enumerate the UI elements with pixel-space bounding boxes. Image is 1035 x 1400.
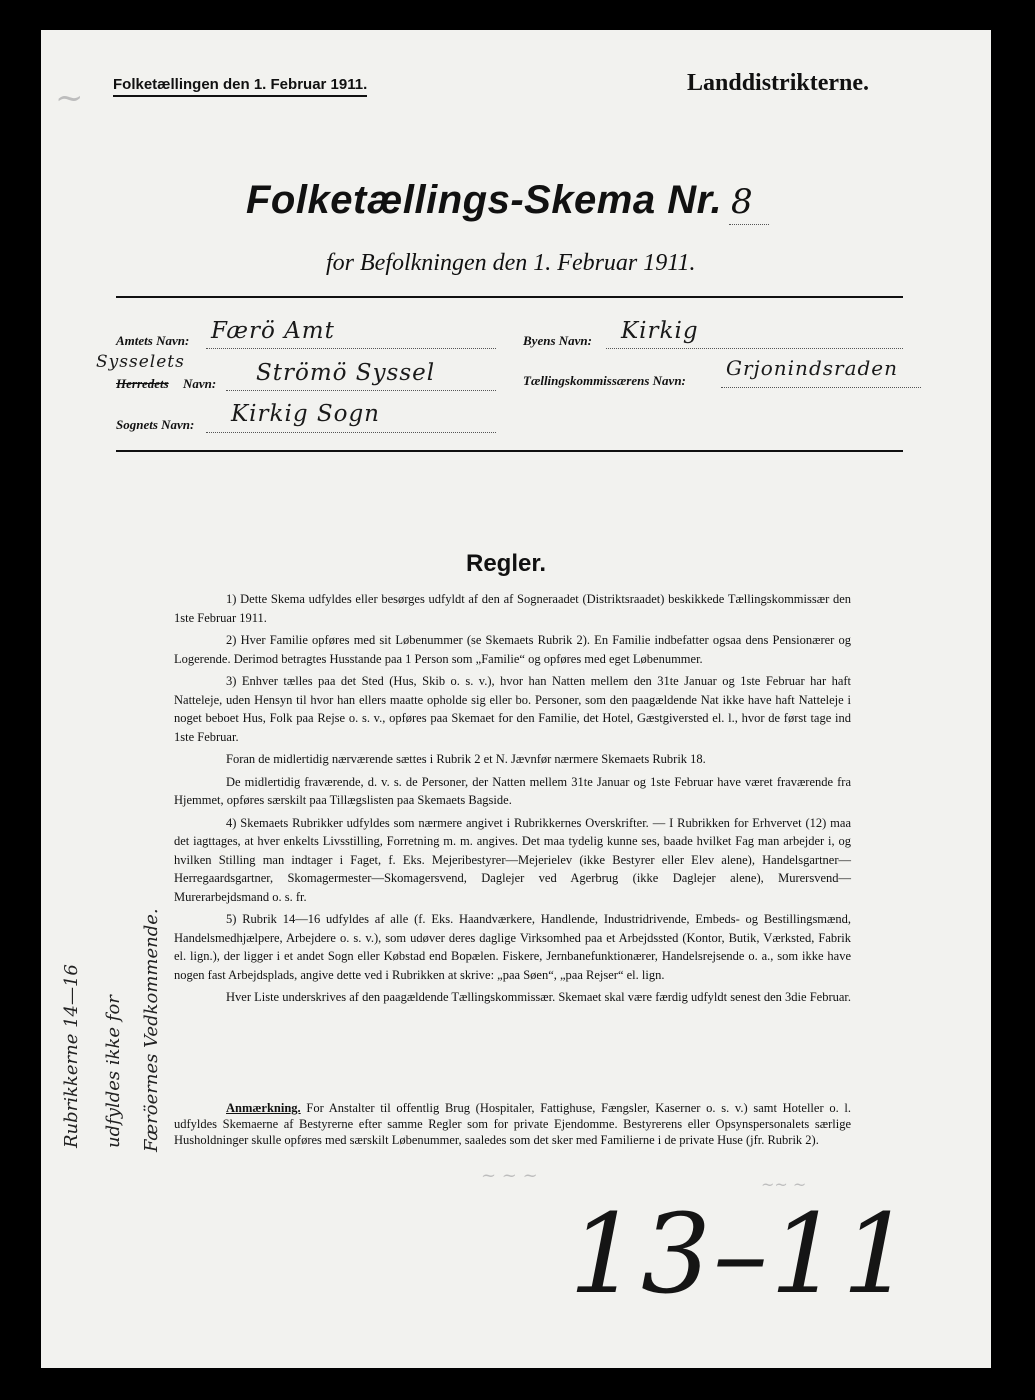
sogn-dotline	[206, 432, 496, 433]
rule-paragraph: Foran de midlertidig nærværende sættes i Rubrik 2 et N. Jævnfør nærmere Skemaets Rubrik 18.	[226, 752, 706, 766]
rule-paragraph: 3) Enhver tælles paa det Sted (Hus, Skib o. s. v.), hvor han Natten mellem den 31te Januar og 1ste Februar har haft Natteleje, uden Hensyn til hvor han ellers maatte opholde sig eller bo. Personer, som den paagældende Nat ikke have haft Natteleje i noget beboet Hus, Folk paa Rejse o. s. v., opføres paa Skemaet for den Familie, det Hotel, Gæstgiversted el. l., hvor de først tage ind 1ste Februar.	[174, 674, 851, 744]
rule-paragraph: 4) Skemaets Rubrikker udfyldes som nærmere angivet i Rubrikkernes Overskrifter. — I Rubrikken for Erhvervet (12) maa det iagttages, at hver enkelts Livsstilling, Forretning m. m. angives. Det maa tydelig kunne ses, baade hvilket Fag man arbejder i, og hvilken Stilling man indtager i Faget, f. Eks. Mejeribestyrer—Mejerielev (ikke Bestyrer eller Elev alene), Handelsgartner—Herregaardsgartner, Skomagermester—Skomagersvend, Daglejer ved Agerbrug (ikke Daglejer alene), Murersvend—Murerarbejdsmand o. s. fr.	[174, 815, 851, 904]
syssel-correction: Sysselets	[96, 352, 185, 372]
remark-paragraph	[174, 1100, 851, 1148]
sogn-value: Kirkig Sogn	[231, 401, 380, 427]
margin-note-line-2: udfyldes ikke for	[103, 995, 124, 1148]
header-district-type: Landdistrikterne.	[687, 70, 870, 96]
bleed-through-marks: ~~ ~	[761, 1175, 807, 1194]
margin-note-line-3: Færöernes Vedkommende.	[141, 908, 162, 1152]
herred-dotline	[226, 390, 496, 391]
rule-paragraph: De midlertidig fraværende, d. v. s. de Personer, der Natten mellem 31te Januar og 1ste Februar have været fraværende fra Hjemmet, opføres særskilt paa Tillægslisten paa Skemaets Bagside.	[174, 774, 851, 807]
by-label: Byens Navn:	[523, 333, 592, 348]
sogn-label: Sognets Navn:	[116, 417, 195, 432]
rule-paragraph: 1) Dette Skema udfyldes eller besørges udfyldt af den af Sogneraadet (Distriktsraadet) beskikkede Tællingskommissær den 1ste Februar 1911.	[174, 592, 851, 625]
remark-text: For Anstalter til offentlig Brug (Hospitaler, Fattighuse, Fængsler, Kaserner o. s. v.) samt Hoteller o. l. udfyldes Skemaerne af Bestyrerne efter samme Regler som for private Ejendomme. Bestyrerens eller Opsynspersonalets særlige Husholdninger skulle opføres med særskilt Løbenummer, saaledes som det sker med Familierne i de private Huse (jfr. Rubrik 2).	[174, 1101, 852, 1147]
form-title: Folketællings-Skema Nr.	[246, 178, 723, 222]
herred-value: Strömö Syssel	[256, 360, 436, 386]
amt-label: Amtets Navn:	[116, 333, 190, 348]
by-dotline	[606, 348, 903, 349]
herred-label-suffix: Navn:	[183, 376, 217, 391]
amt-value: Færö Amt	[211, 318, 335, 344]
kommissaer-value: Grjonindsraden	[726, 356, 899, 380]
margin-note-line-1: Rubrikkerne 14—16	[61, 964, 82, 1148]
header-census-date: Folketællingen den 1. Februar 1911.	[113, 76, 367, 97]
herred-label: Herredets	[116, 376, 169, 391]
form-number-dotline	[729, 224, 769, 225]
bottom-divider	[116, 450, 903, 452]
bleed-through-marks: ~ ~ ~	[481, 1165, 538, 1186]
rules-body	[174, 590, 851, 1011]
kommissaer-label: Tællingskommissærens Navn:	[523, 373, 686, 388]
kommissaer-dotline	[721, 387, 921, 388]
form-subtitle: for Befolkningen den 1. Februar 1911.	[326, 250, 696, 276]
rule-paragraph: Hver Liste underskrives af den paagældende Tællingskommissær. Skemaet skal være færdig udfyldt senest den 3die Februar.	[226, 990, 851, 1004]
remark-block	[174, 1100, 851, 1148]
remark-label: Anmærkning.	[226, 1101, 301, 1115]
by-value: Kirkig	[621, 318, 699, 344]
faint-pencil-scribble: ~	[55, 78, 84, 118]
top-divider	[116, 296, 903, 298]
rules-heading: Regler.	[466, 550, 547, 577]
census-form-page	[41, 30, 991, 1368]
rule-paragraph: 5) Rubrik 14—16 udfyldes af alle (f. Eks. Haandværkere, Handlende, Industridrivende, Embeds- og Bestillingsmænd, Handelsmedhjælpere, Arbejdere o. s. v.), som udøver deres daglige Virksomhed paa et Arbejdssted (Kontor, Butik, Værksted, Fabrik el. lign.), der ligger i et andet Sogn eller Købstad end Bopælen. Fiskere, Jernbanefunktionærer, Handelsrejsende o. a., som ikke have nogen fast Arbejdsplads, angive dette ved i Rubrikken at skrive: „paa Søen“, „paa Rejser“ el. lign.	[174, 912, 851, 982]
rule-paragraph: 2) Hver Familie opføres med sit Løbenummer (se Skemaets Rubrik 2). En Familie indbefatter ogsaa dens Pensionærer og Logerende. Derimod betragtes Husstande paa 1 Person som „Familie“ og opføres med eget Løbenummer.	[174, 633, 851, 666]
amt-dotline	[206, 348, 496, 349]
form-number: 8	[731, 182, 753, 222]
handwritten-reference-number: 13–11	[569, 1190, 914, 1318]
